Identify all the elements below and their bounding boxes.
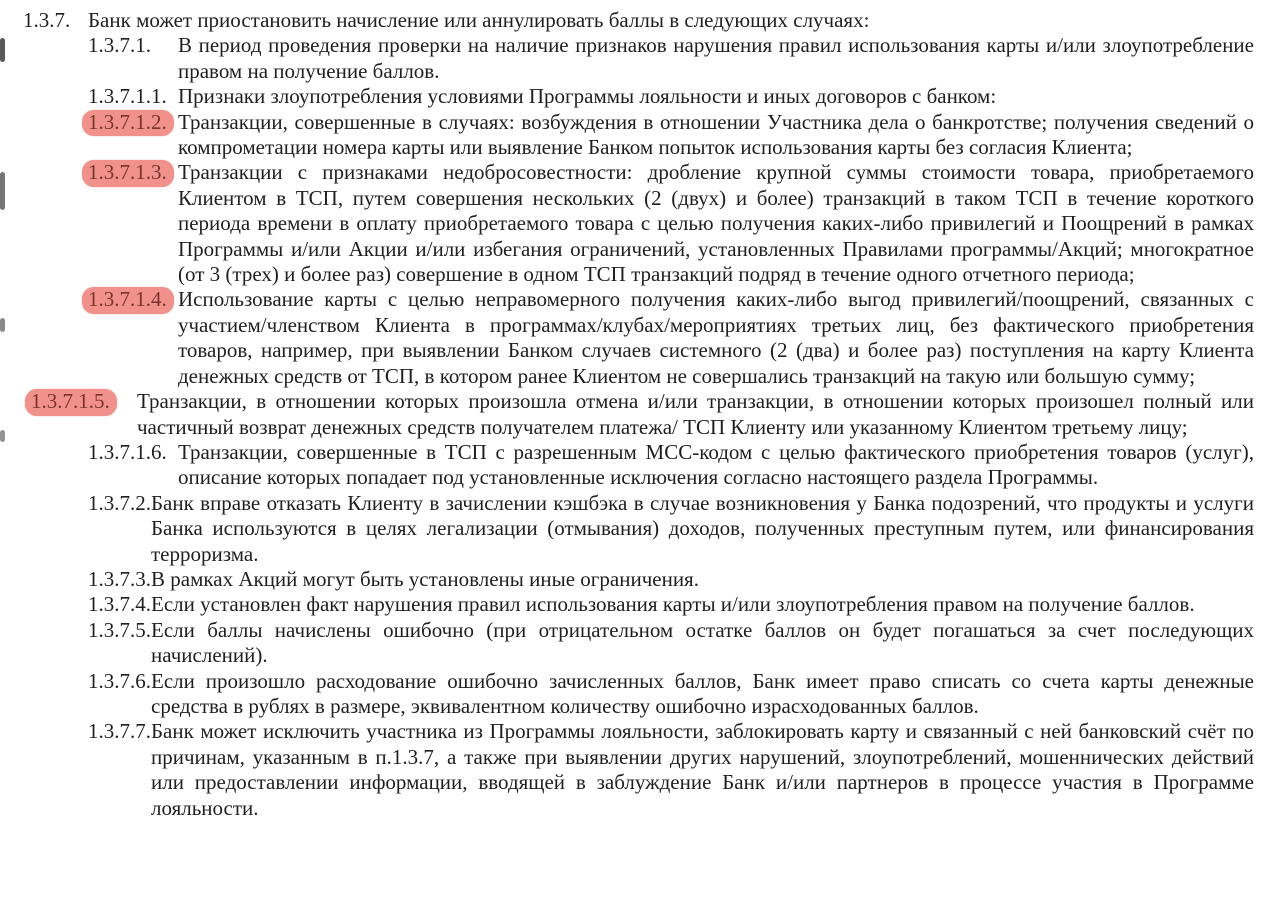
- clause-row: [31, 389, 1254, 440]
- clause-row: [88, 110, 1254, 161]
- clause-number-text: 1.3.7.6.: [88, 668, 151, 693]
- clause-number: [88, 567, 151, 592]
- clause-row: [88, 592, 1254, 617]
- clause-number-text: 1.3.7.5.: [88, 617, 151, 642]
- clause-row: [88, 33, 1254, 84]
- scan-artifact: [0, 318, 5, 332]
- scan-artifact: [0, 430, 5, 442]
- clause-number-text: 1.3.7.1.6.: [88, 439, 167, 464]
- clause-text: Признаки злоупотребления условиями Программы лояльности и иных договоров с банком:: [178, 84, 997, 109]
- clause-row: [88, 719, 1254, 821]
- scan-artifact: [0, 172, 5, 210]
- scan-artifact: [0, 38, 5, 62]
- clause-text: Банк вправе отказать Клиенту в зачислении кэшбэка в случае возникновения у Банка подозрений, что продукты и услуги Банка используются в целях легализации (отмывания) доходов, полученных преступным путем, или финансирования терроризма.: [151, 490, 1254, 566]
- clause-number: [88, 618, 151, 643]
- clause-text: Банк может приостановить начисление или аннулировать баллы в следующих случаях:: [88, 8, 870, 32]
- clause-number: [88, 84, 178, 109]
- clause-text: Если баллы начислены ошибочно (при отрицательном остатке баллов он будет погашаться за счет последующих начислений).: [151, 617, 1254, 668]
- clause-number: [88, 592, 151, 617]
- clause-row: [88, 491, 1254, 567]
- clause-text: Транзакции, совершенные в случаях: возбуждения в отношении Участника дела о банкротстве; получения сведений о компрометации номера карты или выявление Банком попыток использования карты без согласия Клиента;: [178, 109, 1254, 160]
- clause-text: В рамках Акций могут быть установлены иные ограничения.: [151, 566, 699, 591]
- clause-number-text: 1.3.7.2.: [88, 490, 151, 515]
- clause-number-text: 1.3.7.3.: [88, 566, 151, 591]
- clause-number: [88, 440, 178, 465]
- clause-number: [88, 110, 178, 136]
- clause-text: В период проведения проверки на наличие признаков нарушения правил использования карты и/или злоупотребление правом на получение баллов.: [178, 33, 1254, 83]
- clause-number: [88, 719, 151, 744]
- clause-text: Использование карты с целью неправомерного получения каких-либо выгод привилегий/поощрений, связанных с участием/членством Клиента в программах/клубах/мероприятиях третьих лиц, без фактического приобретения товаров, например, при выявлении Банком случаев системного (2 (два) и более раз) поступления на карту Клиента денежных средств от ТСП, в котором ранее Клиентом не совершались транзакций на такую или большую сумму;: [178, 287, 1254, 388]
- clause-text: Транзакции с признаками недобросовестности: дробление крупной суммы стоимости товара, приобретаемого Клиентом в ТСП, путем совершения нескольких (2 (двух) и более) транзакций в таком ТСП в течение короткого периода времени в оплату приобретаемого товара с целью получения каких-либо привилегий и Поощрений в рамках Программы и/или Акции и/или избегания ограничений, установленных Правилами программы/Акций; многократное (от 3 (трех) и более раз) совершение в одном ТСП транзакций подряд в течение одного отчетного периода;: [178, 160, 1254, 287]
- clause-number-text: 1.3.7.1.4.: [82, 287, 174, 313]
- clause-number: [88, 160, 178, 186]
- clause-number: [88, 33, 178, 58]
- clause-number-text: 1.3.7.4.: [88, 592, 151, 617]
- clause-row: [88, 567, 1254, 592]
- clause-number-text: 1.3.7.1.3.: [82, 160, 174, 186]
- clause-number-text: 1.3.7.1.2.: [82, 110, 174, 136]
- clause-number-text: 1.3.7.7.: [88, 719, 151, 744]
- clause-number-text: 1.3.7.1.5.: [25, 389, 117, 415]
- clause-number: [88, 491, 151, 516]
- clause-number: [23, 8, 88, 33]
- clause-number-text: 1.3.7.1.1.: [88, 84, 167, 109]
- clause-row: [88, 287, 1254, 389]
- clause-text: Транзакции, совершенные в ТСП с разрешенным МСС-кодом с целью фактического приобретения товаров (услуг), описание которых попадает под установленные исключения согласно настоящего раздела Программы.: [178, 439, 1254, 490]
- clause-number: [31, 389, 137, 415]
- clause-number-text: 1.3.7.1.: [88, 33, 151, 58]
- clause-number-text: 1.3.7.: [23, 8, 71, 32]
- clause-number: [88, 287, 178, 313]
- clause-row: [88, 618, 1254, 669]
- clause-row: [88, 440, 1254, 491]
- clause-row: [88, 160, 1254, 287]
- clause-text: Если установлен факт нарушения правил использования карты и/или злоупотребления правом на получение баллов.: [151, 592, 1195, 617]
- clause-text: Транзакции, в отношении которых произошла отмена и/или транзакции, в отношении которых произошел полный или частичный возврат денежных средств получателем платежа/ ТСП Клиенту или указанному Клиентом третьему лицу;: [137, 389, 1254, 439]
- clause-list: [23, 8, 1254, 821]
- clause-number: [88, 669, 151, 694]
- clause-row: [88, 84, 1254, 109]
- clause-row: [88, 669, 1254, 720]
- clause-row: [23, 8, 1254, 33]
- clause-text: Банк может исключить участника из Программы лояльности, заблокировать карту и связанный с ней банковский счёт по причинам, указанным в п.1.3.7, а также при выявлении других нарушений, злоупотреблений, мошеннических действий или предоставлении информации, вводящей в заблуждение Банк и/или партнеров в процессе участия в Программе лояльности.: [151, 719, 1254, 820]
- clause-text: Если произошло расходование ошибочно зачисленных баллов, Банк имеет право списать со счета карты денежные средства в рублях в размере, эквивалентном количеству ошибочно израсходованных баллов.: [151, 668, 1254, 718]
